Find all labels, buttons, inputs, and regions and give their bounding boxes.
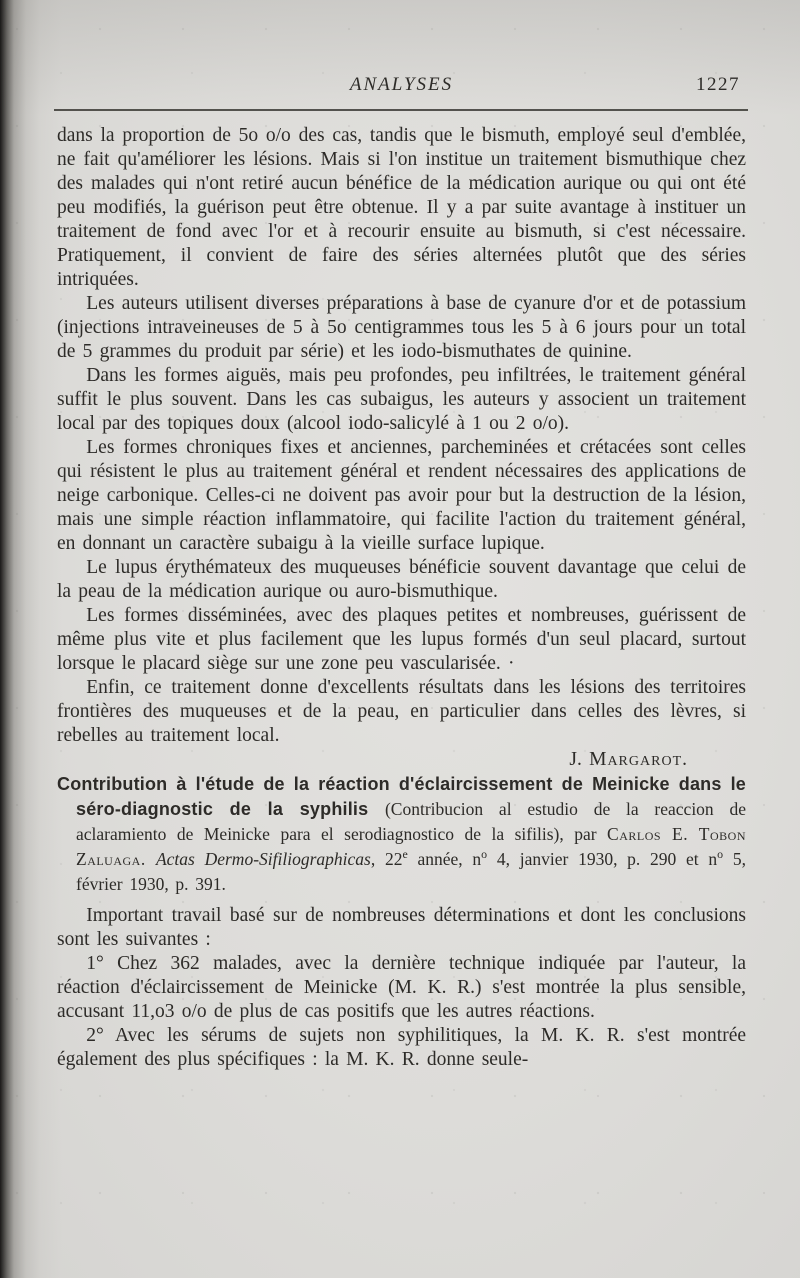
page-number: 1227 — [696, 74, 740, 95]
body-paragraph: Important travail basé sur de nombreuses déterminations et dont les conclusions sont les suivantes : — [57, 905, 746, 950]
author-signature-name: Margarot. — [589, 749, 688, 770]
review-heading: Contribution à l'étude de la réaction d'éclaircissement de Meinicke dans le séro-diagnostic de la syphilis (Contribucion al estudio de la reaccion de aclaramiento de Meinicke para el serodiagnostico de la sifilis), par Carlos E. Tobon Zaluaga. Actas Dermo-Sifiliographicas, 22e année, $n^o$ 4, janvier 1930, p. 290 et $n^o$ 5, février 1930, p. 391. — [57, 774, 746, 894]
running-header — [57, 74, 746, 100]
author-signature — [57, 748, 746, 772]
body-paragraph: Dans les formes aiguës, mais peu profondes, peu infiltrées, le traitement général suffit le plus souvent. Dans les cas subaigus, les auteurs y associent un traitement local par des topiques doux (alcool iodo-salicylé à 1 ou 2 o/o). — [57, 365, 746, 434]
body-paragraph: Les formes chroniques fixes et anciennes, parcheminées et crétacées sont celles qui résistent le plus au traitement général et rendent nécessaires des applications de neige carbonique. Celles-ci ne doivent pas avoir pour but la destruction de la lésion, mais une simple réaction inflammatoire, qui facilite l'action du traitement général, en donnant un caractère subaigu à la vieille surface lupique. — [57, 437, 746, 554]
body-paragraph: dans la proportion de 5o o/o des cas, tandis que le bismuth, employé seul d'emblée, ne fait qu'améliorer les lésions. Mais si l'on institue un traitement bismuthique chez des malades qui n'ont retiré aucun bénéfice de la médication aurique ou qui ont été peu modifiés, la guérison peut être obtenue. Il y a par suite avantage à instituer un traitement de fond avec l'or et à recourir ensuite au bismuth, si c'est nécessaire. Pratiquement, il convient de faire des séries alternées plutôt que des séries intriquées. — [57, 125, 746, 290]
body-paragraph: Les formes disséminées, avec des plaques petites et nombreuses, guérissent de même plus vite et plus facilement que les lupus formés d'un seul placard, surtout lorsque le placard siège sur une zone peu vascularisée. · — [57, 605, 746, 674]
running-title: ANALYSES — [349, 74, 454, 95]
body-paragraph: 1° Chez 362 malades, avec la dernière technique indiquée par l'auteur, la réaction d'éclaircissement de Meinicke (M. K. R.) s'est montrée la plus sensible, accusant 11,o3 o/o de plus de cas positifs que les autres réactions. — [57, 953, 746, 1022]
review-body — [57, 904, 746, 1072]
article-body — [57, 124, 746, 1072]
body-paragraph: Le lupus érythémateux des muqueuses bénéficie souvent davantage que celui de la peau de la médication aurique ou auro-bismuthique. — [57, 557, 746, 602]
body-paragraph: Enfin, ce traitement donne d'excellents résultats dans les lésions des territoires frontières des muqueuses et de la peau, en particulier dans celles des lèvres, si rebelles au traitement local. — [57, 677, 746, 746]
page-content — [57, 74, 746, 1072]
body-paragraph: Les auteurs utilisent diverses préparations à base de cyanure d'or et de potassium (injections intraveineuses de 5 à 5o centigrammes tous les 5 à 6 jours pour un total de 5 grammes du produit par série) et les iodo-bismuthates de quinine. — [57, 293, 746, 362]
header-rule — [54, 109, 748, 111]
body-paragraph: 2° Avec les sérums de sujets non syphilitiques, la M. K. R. s'est montrée également des plus spécifiques : la M. K. R. donne seule- — [57, 1025, 746, 1070]
author-signature-initial: J. — [569, 749, 590, 770]
